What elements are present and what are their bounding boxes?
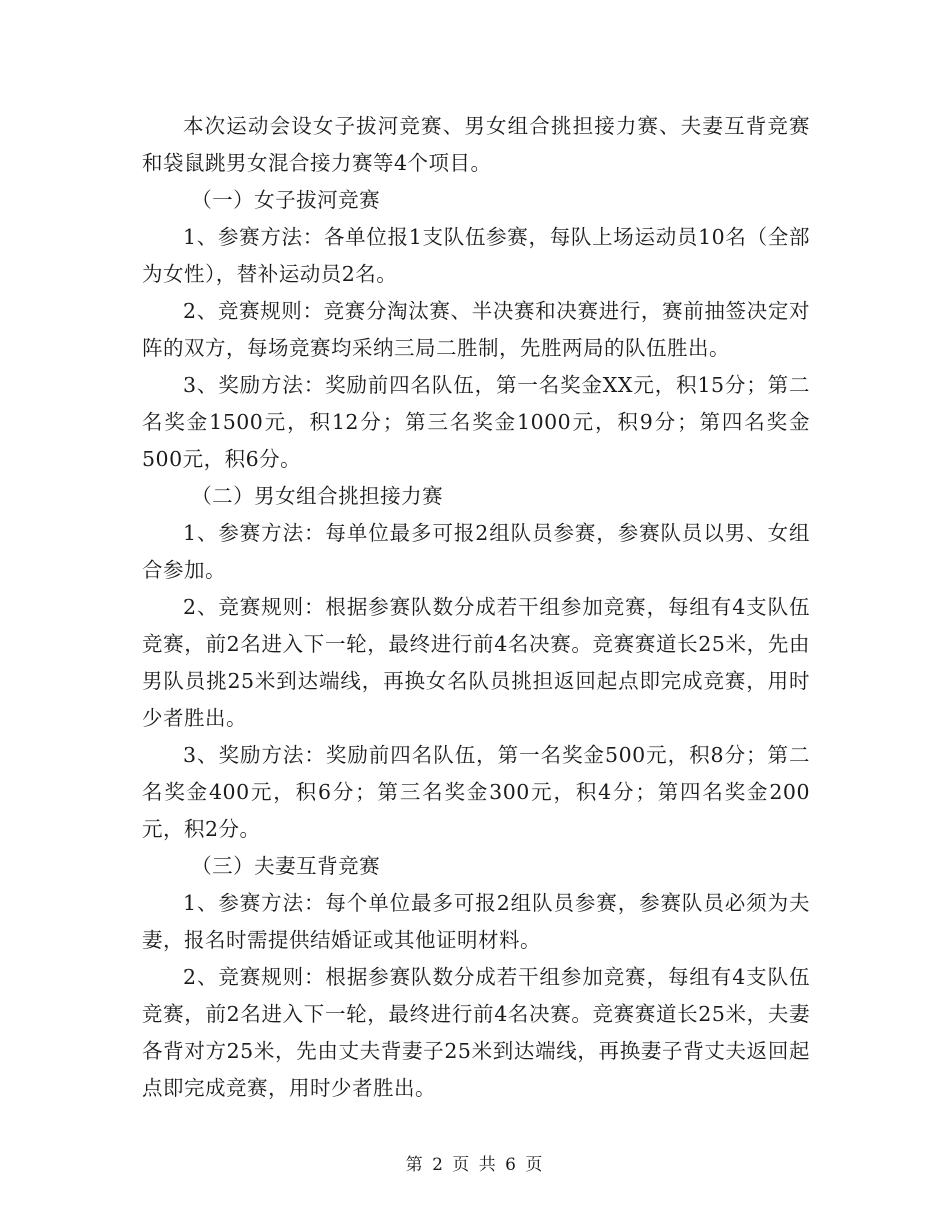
- intro-paragraph: 本次运动会设女子拔河竞赛、男女组合挑担接力赛、夫妻互背竞赛和袋鼠跳男女混合接力赛等4个项目。: [142, 114, 810, 175]
- couple-carry-participation: 1、参赛方法：每个单位最多可报2组队员参赛，参赛队员必须为夫妻，报名时需提供结婚证或其他证明材料。: [142, 891, 810, 952]
- carrying-relay-rewards: 3、奖励方法：奖励前四名队伍，第一名奖金500元，积8分；第二名奖金400元，积6分；第三名奖金300元，积4分；第四名奖金200元，积2分。: [142, 743, 810, 841]
- section-heading-couple-carry: （三）夫妻互背竞赛: [191, 854, 381, 878]
- tug-of-war-participation: 1、参赛方法：各单位报1支队伍参赛，每队上场运动员10名（全部为女性），替补运动员2名。: [142, 225, 810, 286]
- section-heading-carrying-relay: （二）男女组合挑担接力赛: [191, 484, 444, 508]
- carrying-relay-rules: 2、竞赛规则：根据参赛队数分成若干组参加竞赛，每组有4支队伍竞赛，前2名进入下一轮，最终进行前4名决赛。竞赛赛道长25米，先由男队员挑25米到达端线，再换女名队员挑担返回起点即完成竞赛，用时少者胜出。: [142, 595, 810, 730]
- carrying-relay-participation: 1、参赛方法：每单位最多可报2组队员参赛，参赛队员以男、女组合参加。: [142, 521, 810, 582]
- section-heading-tug-of-war: （一）女子拔河竞赛: [191, 188, 381, 212]
- tug-of-war-rewards: 3、奖励方法：奖励前四名队伍，第一名奖金XX元，积15分；第二名奖金1500元，积12分；第三名奖金1000元，积9分；第四名奖金500元，积6分。: [142, 373, 810, 471]
- page-number-footer: 第 2 页 共 6 页: [405, 1155, 545, 1175]
- couple-carry-rules: 2、竞赛规则：根据参赛队数分成若干组参加竞赛，每组有4支队伍竞赛，前2名进入下一轮，最终进行前4名决赛。竞赛赛道长25米，夫妻各背对方25米，先由丈夫背妻子25米到达端线，再换妻子背丈夫返回起点即完成竞赛，用时少者胜出。: [142, 965, 810, 1100]
- document-page: [142, 108, 810, 1107]
- tug-of-war-rules: 2、竞赛规则：竞赛分淘汰赛、半决赛和决赛进行，赛前抽签决定对阵的双方，每场竞赛均采纳三局二胜制，先胜两局的队伍胜出。: [142, 299, 810, 360]
